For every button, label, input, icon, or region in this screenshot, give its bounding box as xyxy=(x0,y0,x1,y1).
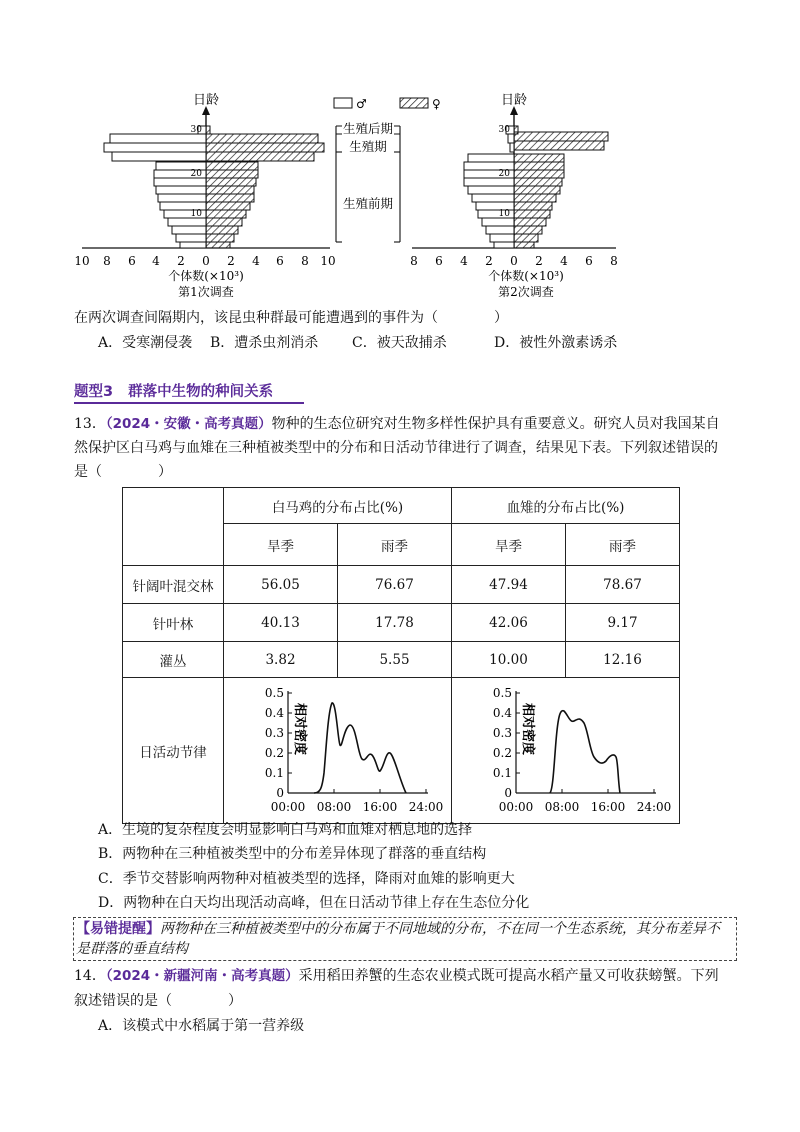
mini-y-tick: 0.3 xyxy=(492,725,512,740)
stage-repro-label: 生殖期 xyxy=(349,139,387,154)
baimaji-density-curve xyxy=(314,702,406,792)
chart1-x-tick: 6 xyxy=(276,254,284,268)
chart1-x-tick: 2 xyxy=(227,254,235,268)
mini-x-tick: 24:00 xyxy=(408,799,443,814)
q13-table xyxy=(122,487,680,824)
chart2-x-tick: 6 xyxy=(585,254,593,268)
error-tip-box xyxy=(73,917,737,961)
section-label: 题型3 xyxy=(74,384,114,400)
table-head-xuezhi: 血雉的分布占比(%) xyxy=(452,488,680,524)
mini-y-tick: 0.3 xyxy=(264,725,284,740)
table-row xyxy=(123,642,680,678)
xuezhi-density-curve xyxy=(550,710,620,792)
chart2-tick-10: 10 xyxy=(498,209,510,219)
mini-y-tick: 0.2 xyxy=(492,745,512,760)
mini-y-tick: 0 xyxy=(275,785,284,800)
chart1-y-label: 日龄 xyxy=(192,93,220,108)
chart1-tick-10: 10 xyxy=(190,209,202,219)
chart2-x-ticks xyxy=(410,254,618,268)
chart1-x-tick: 6 xyxy=(128,254,136,268)
q13-option-d: D．两物种在白天均出现活动高峰，但在日活动节律上存在生态位分化 xyxy=(98,895,530,911)
mini-y-tick: 0.2 xyxy=(264,745,284,760)
q13-stem-line2: 然保护区白马鸡与血雉在三种植被类型中的分布和日活动节律进行了调查，结果见下表。下列叙述错误的 xyxy=(74,440,718,456)
q14-stem-line1 xyxy=(74,966,719,986)
mini-y-tick: 0.5 xyxy=(492,685,512,700)
legend-male-label: ♂ xyxy=(356,97,367,111)
chart1-x-tick: 2 xyxy=(177,254,185,268)
table-cell: 17.78 xyxy=(338,604,452,642)
table-row-name: 灌丛 xyxy=(123,642,224,678)
q13-number: 13． xyxy=(74,416,106,432)
table-row-name: 针叶林 xyxy=(123,604,224,642)
chart2-x-tick: 2 xyxy=(535,254,543,268)
q13-option-a: A．生境的复杂程度会明显影响白马鸡和血雉对栖息地的选择 xyxy=(98,822,473,838)
chart2-x-tick: 2 xyxy=(485,254,493,268)
mini-x-tick: 08:00 xyxy=(316,799,351,814)
table-row xyxy=(123,566,680,604)
section-header xyxy=(74,380,273,401)
q12-question: 在两次调查间隔期内，该昆虫种群最可能遭遇到的事件为（ ） xyxy=(74,310,508,326)
age-pyramid-figure xyxy=(60,88,640,306)
chart1-x-tick: 4 xyxy=(252,254,260,268)
table-cell: 10.00 xyxy=(452,642,566,678)
table-cell: 5.55 xyxy=(338,642,452,678)
q12-option-c: C．被天敌捕杀 xyxy=(352,335,447,351)
chart2-x-tick: 6 xyxy=(435,254,443,268)
q13-source: （2024・安徽・高考真题） xyxy=(105,416,272,432)
table-row xyxy=(123,678,680,824)
stage-pre-label: 生殖前期 xyxy=(342,196,394,211)
table-subhead-wet: 雨季 xyxy=(566,524,680,566)
mini-y-tick: 0.1 xyxy=(492,765,512,780)
q13-option-c: C．季节交替影响两物种对植被类型的选择，降雨对血雉的影响更大 xyxy=(98,871,515,887)
q12-option-a: A．受寒潮侵袭 xyxy=(98,335,193,351)
table-cell: 76.67 xyxy=(338,566,452,604)
mini-y-tick: 0.4 xyxy=(492,705,512,720)
legend-male-swatch xyxy=(334,98,352,108)
tip-text1: 两物种在三种植被类型中的分布属于不同地域的分布，不在同一个生态系统，其分布差异不 xyxy=(160,921,720,937)
mini-x-tick: 00:00 xyxy=(270,799,305,814)
chart2-x-label: 个体数(×10³) xyxy=(488,269,564,283)
q13-stem-line1 xyxy=(74,414,720,434)
table-cell: 47.94 xyxy=(452,566,566,604)
q12-option-d: D．被性外激素诱杀 xyxy=(494,335,618,351)
chart2-y-label: 日龄 xyxy=(500,93,528,108)
table-row-name: 针阔叶混交林 xyxy=(123,566,224,604)
xuezhi-rhythm-cell xyxy=(452,678,680,824)
baimaji-rhythm-chart xyxy=(228,681,448,817)
table-subhead-wet: 雨季 xyxy=(338,524,452,566)
chart1-x-tick: 8 xyxy=(301,254,309,268)
table-cell: 42.06 xyxy=(452,604,566,642)
chart1-caption: 第1次调查 xyxy=(178,285,234,299)
q14-source: （2024・新疆河南・高考真题） xyxy=(105,968,299,984)
mini-x-tick: 16:00 xyxy=(590,799,625,814)
table-cell: 56.05 xyxy=(224,566,338,604)
mini-x-tick: 16:00 xyxy=(362,799,397,814)
table-cell: 9.17 xyxy=(566,604,680,642)
chart1-x-tick: 4 xyxy=(152,254,160,268)
chart1-x-label: 个体数(×10³) xyxy=(168,269,244,283)
stage-post-label: 生殖后期 xyxy=(342,121,394,136)
section-underline xyxy=(74,402,304,404)
chart1-x-tick: 10 xyxy=(74,254,90,268)
table-cell: 40.13 xyxy=(224,604,338,642)
q13-stem-line3: 是（ ） xyxy=(74,464,172,480)
q13-stem-text1: 物种的生态位研究对生物多样性保护具有重要意义。研究人员对我国某自 xyxy=(271,416,720,432)
mini-y-label: 相对密度 xyxy=(519,702,535,755)
q14-option-a: A．该模式中水稻属于第一营养级 xyxy=(98,1018,305,1034)
table-cell: 3.82 xyxy=(224,642,338,678)
chart2-tick-30: 30 xyxy=(498,125,510,135)
table-cell: 12.16 xyxy=(566,642,680,678)
chart2-tick-20: 20 xyxy=(498,169,510,179)
chart1-x-tick: 10 xyxy=(320,254,336,268)
chart1-x-tick: 0 xyxy=(202,254,210,268)
mini-x-tick: 00:00 xyxy=(498,799,533,814)
tip-label: 【易错提醒】 xyxy=(76,921,160,937)
tip-line1 xyxy=(76,919,720,939)
chart1-x-tick: 8 xyxy=(103,254,111,268)
xuezhi-rhythm-chart xyxy=(456,681,676,817)
mini-x-tick: 24:00 xyxy=(636,799,671,814)
q14-stem-line2: 叙述错误的是（ ） xyxy=(74,993,242,1009)
table-rhythm-label: 日活动节律 xyxy=(123,678,224,824)
table-corner-cell xyxy=(123,488,224,566)
q14-stem-text1: 采用稻田养蟹的生态农业模式既可提高水稻产量又可收获螃蟹。下列 xyxy=(298,968,719,984)
chart2-male-bars xyxy=(464,126,514,248)
chart2-x-tick: 0 xyxy=(510,254,518,268)
chart2-x-tick: 8 xyxy=(610,254,618,268)
chart2-caption: 第2次调查 xyxy=(498,285,554,299)
mini-y-label: 相对密度 xyxy=(291,702,307,755)
chart2-x-tick: 4 xyxy=(560,254,568,268)
mini-x-tick: 08:00 xyxy=(544,799,579,814)
section-title: 群落中生物的种间关系 xyxy=(128,384,274,400)
table-row xyxy=(123,604,680,642)
chart1-female-bars xyxy=(206,126,324,248)
chart2-x-tick: 4 xyxy=(460,254,468,268)
tip-line2: 是群落的垂直结构 xyxy=(76,941,188,957)
chart2-x-tick: 8 xyxy=(410,254,418,268)
chart1-male-bars xyxy=(104,126,206,248)
q14-number: 14． xyxy=(74,968,106,984)
mini-y-tick: 0 xyxy=(503,785,512,800)
baimaji-rhythm-cell xyxy=(224,678,452,824)
table-subhead-dry: 旱季 xyxy=(224,524,338,566)
legend-female-swatch xyxy=(400,98,428,108)
chart1-x-ticks xyxy=(74,254,335,268)
mini-y-tick: 0.4 xyxy=(264,705,284,720)
table-subhead-dry: 旱季 xyxy=(452,524,566,566)
table-head-baimaji: 白马鸡的分布占比(%) xyxy=(224,488,452,524)
chart2-female-bars xyxy=(514,126,608,248)
chart1-tick-30: 30 xyxy=(190,125,202,135)
mini-y-tick: 0.5 xyxy=(264,685,284,700)
table-cell: 78.67 xyxy=(566,566,680,604)
mini-y-tick: 0.1 xyxy=(264,765,284,780)
q13-option-b: B．两物种在三种植被类型中的分布差异体现了群落的垂直结构 xyxy=(98,846,487,862)
chart1-tick-20: 20 xyxy=(190,169,202,179)
legend-female-label: ♀ xyxy=(432,97,441,111)
q12-option-b: B．遭杀虫剂消杀 xyxy=(210,335,319,351)
